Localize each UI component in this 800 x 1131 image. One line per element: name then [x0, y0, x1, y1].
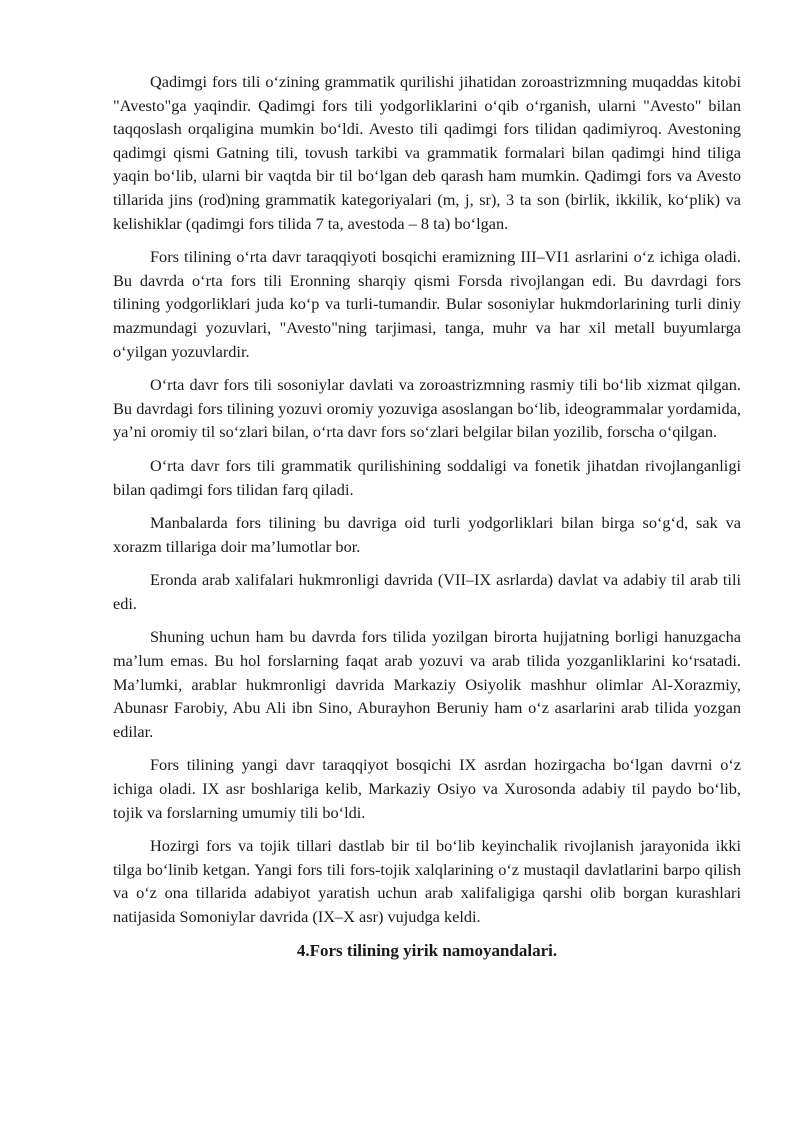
paragraph-sources: Manbalarda fors tilining bu davriga oid turli yodgorliklari bilan birga so‘g‘d, sak va xorazm tillariga doir ma’lumotlar bor.	[113, 513, 741, 556]
section-heading: 4.Fors tilining yirik namoyandalari.	[296, 940, 558, 960]
paragraph-middle-persian-grammar: O‘rta davr fors tili grammatik qurilishining soddaligi va fonetik jihatdan rivojlanganligi bilan qadimgi fors tilidan farq qiladi.	[113, 455, 741, 499]
paragraph-arabic-writing: Shuning uchun ham bu davrda fors tilida yozilgan birorta hujjatning borligi hanuzgacha ma’lum emas. Bu hol forslarning faqat arab yozuvi va arab tilida yozganliklarini ko‘rsatadi. Ma’lumki, arablar hukmronligi davrida Markaziy Osiyolik mashhur olimlar Al-Xorazmiy, Abunasr Farobiy, Abu Ali ibn Sino, Aburayhon Beruniy ham o‘z asarlarini arab tilida yozgan edilar.	[113, 627, 741, 741]
paragraph-middle-persian-period: Fors tilining o‘rta davr taraqqiyoti bosqichi eramizning III–VI1 asrlarini o‘z ichiga oladi. Bu davrda o‘rta fors tili Eronning sharqiy qismi Forsda rivojlangan edi. Bu davrdagi fors tilining yodgorliklari juda ko‘p va turli-tumandir. Bular sosoniylar hukmdorlarining turli diniy mazmundagi yozuvlari, "Avesto"ning tarjimasi, tanga, muhr va har xil metall buyumlarga o‘yilgan yozuvlardir.	[113, 247, 741, 361]
paragraph-persian-tajik: Hozirgi fors va tojik tillari dastlab bir til bo‘lib keyinchalik rivojlanish jarayonida ikki tilga bo‘linib ketgan. Yangi fors tili fors-tojik xalqlarining o‘z mustaqil davlatlarini barpo qilish va o‘z ona tillarida adabiyot yaratish uchun arab xalifaligiga qarshi olib borgan kurashlari natijasida Somoniylar davrida (IX–X asr) vujudga keldi.	[113, 836, 741, 926]
paragraph-arab-caliphate: Eronda arab xalifalari hukmronligi davrida (VII–IX asrlarda) davlat va adabiy til arab tili edi.	[113, 570, 741, 613]
document-page	[113, 70, 741, 963]
paragraph-old-persian: Qadimgi fors tili o‘zining grammatik qurilishi jihatidan zoroastrizmning muqaddas kitobi "Avesto"ga yaqindir. Qadimgi fors tili yodgorliklarini o‘qib o‘rganish, ularni "Avesto" bilan taqqoslash orqaligina mumkin bo‘ldi. Avesto tili qadimgi fors tilidan qadimiyroq. Avestoning qadimgi qismi Gatning tili, tovush tarkibi va grammatik formalari bilan qadimgi hind tiliga yaqin bo‘lib, ularni bir vaqtda bir til bo‘lgan deb qarash ham mumkin. Qadimgi fors va Avesto tillarida jins (rod)ning grammatik kategoriyalari (m, j, sr), 3 ta son (birlik, ikkilik, ko‘plik) va kelishiklar (qadimgi fors tilida 7 ta, avestoda – 8 ta) bo‘lgan.	[113, 72, 741, 233]
paragraph-new-persian-period: Fors tilining yangi davr taraqqiyot bosqichi IX asrdan hozirgacha bo‘lgan davrni o‘z ichiga oladi. IX asr boshlariga kelib, Markaziy Osiyo va Xurosonda adabiy til paydo bo‘lib, tojik va forslarning umumiy tili bo‘ldi.	[113, 755, 741, 822]
paragraph-middle-persian-script: O‘rta davr fors tili sosoniylar davlati va zoroastrizmning rasmiy tili bo‘lib xizmat qilgan. Bu davrdagi fors tilining yozuvi oromiy yozuviga asoslangan bo‘lib, ideogrammalar yordamida, ya’ni oromiy til so‘zlari bilan, o‘rta davr fors so‘zlari belgilar bilan yozilib, forscha o‘qilgan.	[113, 375, 741, 442]
